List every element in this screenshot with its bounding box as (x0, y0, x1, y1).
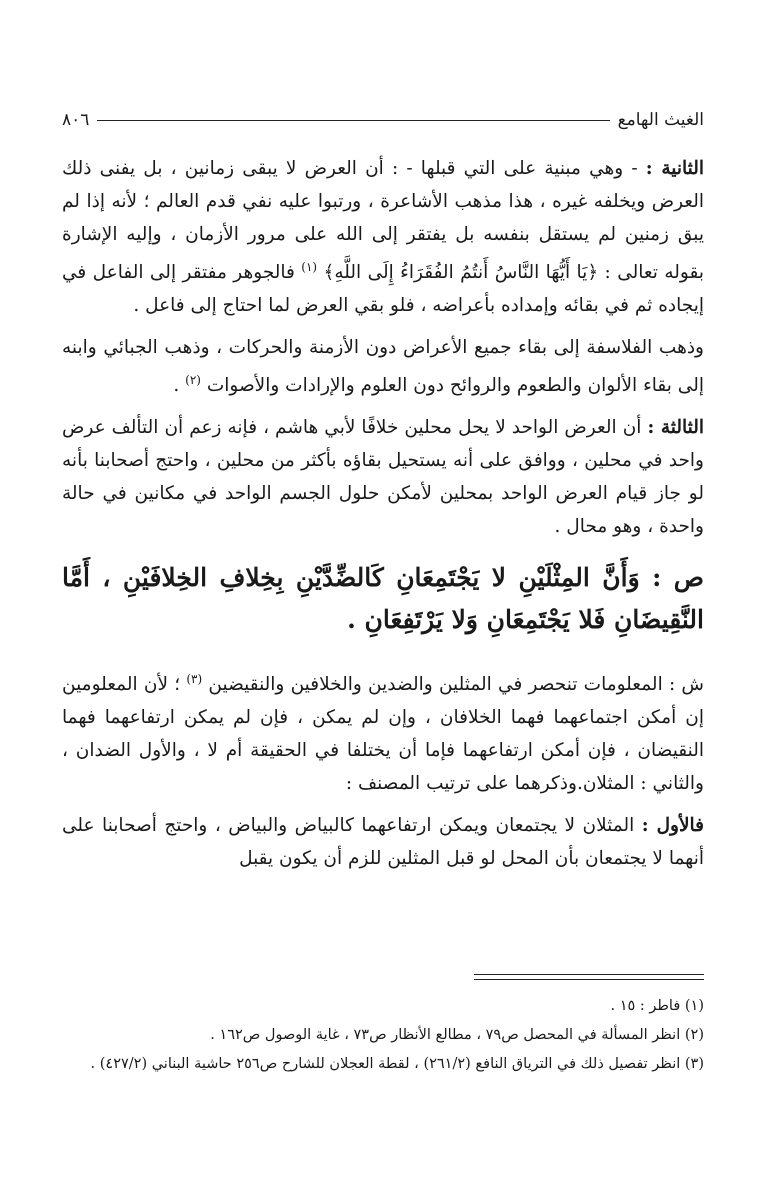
paragraph-lead: فالأول : (641, 815, 704, 837)
paragraph-text: أن العرض الواحد لا يحل محلين خلافًا لأبي هاشم ، فإنه زعم أن التألف عرض واحد في محلين ، ووافق على أنه يستحيل بقاؤه بأكثر من محلين ، واحتج أصحابنا بأنه لو جاز قيام العرض الواحد بمحلين لأمكن حلول الجسم الواحد في مكانين في حالة واحدة ، وهو محال . (62, 417, 704, 538)
footnote-ref-3: (٣) (186, 672, 203, 687)
footnote-ref-2: (٢) (185, 373, 201, 388)
paragraph-commentary (62, 663, 704, 800)
footnote-ref-1: (١) (301, 260, 318, 274)
paragraph-text: فالجوهر مفتقر إلى الفاعل في إيجاده ثم في بقائه وإمداده بأعراضه ، فلو بقي العرض لما احتاج إلى فاعل . (62, 262, 704, 317)
paragraph-philosophers (62, 331, 704, 402)
matn-text: ص : وَأَنَّ المِثْلَيْنِ لا يَجْتَمِعَانِ كَالضِّدَّيْنِ بِخِلافِ الخِلافَيْنِ ، أَمَّا النَّقِيضَانِ فَلا يَجْتَمِعَانِ وَلا يَرْتَفِعَانِ . (62, 563, 705, 635)
footnote-separator (474, 974, 704, 980)
footnotes (62, 992, 704, 1079)
paragraph-text: ش : المعلومات تنحصر في المثلين والضدين والخلافين والنقيضين (208, 674, 704, 696)
paragraph-second (62, 152, 704, 322)
paragraph-text: - وهي مبنية على التي قبلها - : أن العرض لا يبقى زمانين ، بل يفنى ذلك العرض ويخلفه غيره ، هذا مذهب الأشاعرة ، ورتبوا عليه نفي قدم العالم ؛ لأنه إذا لم يبق زمنين لم يستقل بنفسه بل يفتقر إلى الله على مرور الأزمان ، وإليه الإشارة بقوله تعالى : (62, 158, 704, 284)
paragraph-third (62, 411, 704, 543)
page-header (62, 100, 704, 130)
paragraph-lead: الثالثة : (647, 417, 704, 439)
paragraph-first (62, 809, 704, 875)
quran-verse: ﴿يَا أَيُّهَا النَّاسُ أَنتُمُ الفُقَرَاءُ إِلَى اللَّهِ﴾ (323, 262, 599, 284)
body-text (62, 152, 704, 884)
footnote-3: (٣) انظر تفصيل ذلك في الترياق النافع (٢٦١/٢) ، لقطة العجلان للشارح ص٢٥٦ حاشية البناني (٤٢٧/٢) . (90, 1056, 704, 1072)
page-number: ٨٠٦ (62, 110, 90, 130)
paragraph-end: . (173, 375, 186, 397)
footnote-2: (٢) انظر المسألة في المحصل ص٧٩ ، مطالع الأنظار ص٧٣ ، غاية الوصول ص١٦٢ . (210, 1027, 704, 1043)
paragraph-text: ؛ لأن المعلومين إن أمكن اجتماعهما فهما الخلافان ، وإن لم يمكن ، فإن لم يمكن ارتفاعهما فهما النقيضان ، فإن أمكن ارتفاعهما فإما أن يختلفا في الحقيقة أم لا ، والأول الضدان ، والثاني : المثلان.وذكرهما على ترتيب المصنف : (62, 674, 704, 795)
footnote-1: (١) فاطر : ١٥ . (610, 998, 704, 1014)
header-rule (97, 120, 609, 121)
paragraph-text: وذهب الفلاسفة إلى بقاء جميع الأعراض دون الأزمنة والحركات ، وذهب الجبائي وابنه إلى بقاء الألوان والطعوم والروائح دون العلوم والإرادات والأصوات (62, 337, 704, 397)
paragraph-lead: الثانية : (645, 158, 704, 179)
paragraph-text: المثلان لا يجتمعان ويمكن ارتفاعهما كالبياض والبياض ، واحتج أصحابنا على أنهما لا يجتمعان بأن المحل لو قبل المثلين للزم أن يكون يقبل (62, 815, 704, 870)
book-title: الغيث الهامع (617, 110, 704, 130)
